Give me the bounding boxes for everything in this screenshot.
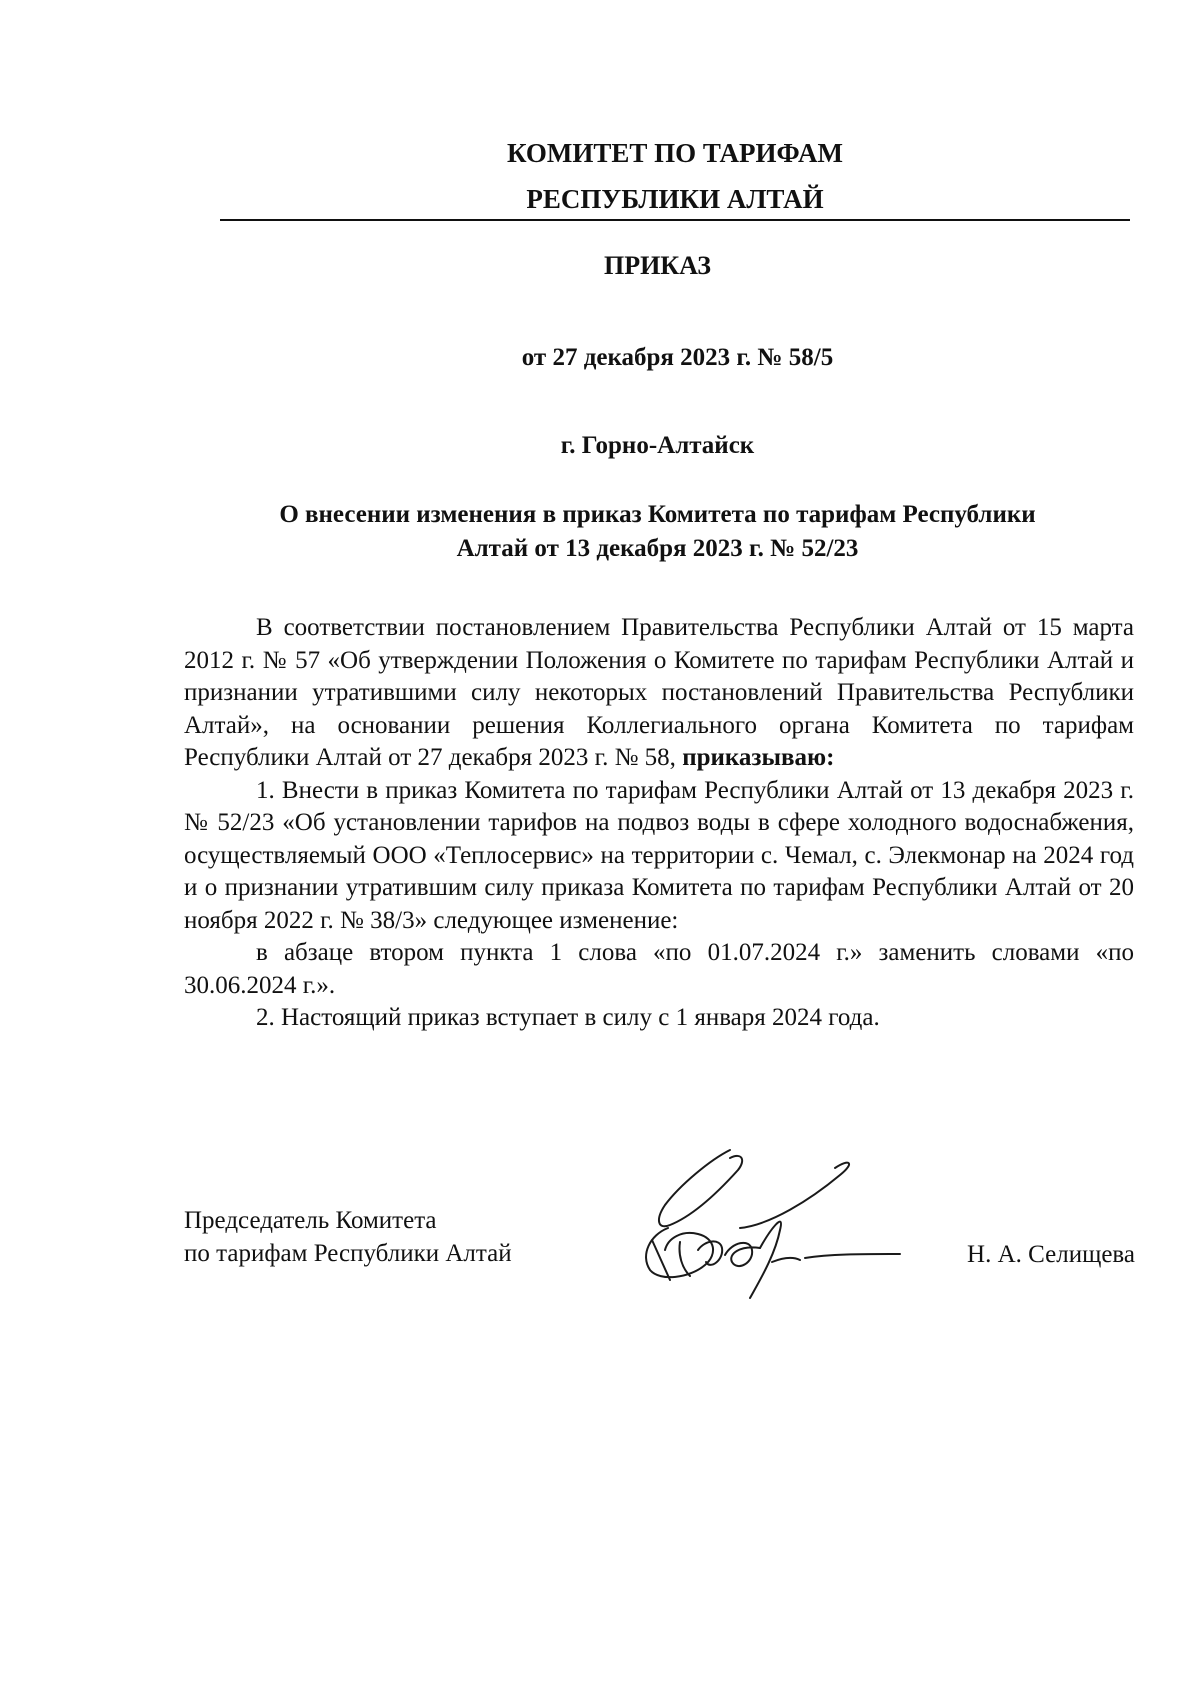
signatory-position-line-1: Председатель Комитета (184, 1207, 437, 1234)
order-city: г. Горно-Алтайск (560, 432, 755, 459)
handwritten-signature (610, 1130, 920, 1300)
preamble-directive: приказываю: (682, 744, 835, 771)
order-subject-line-2: Алтай от 13 декабря 2023 г. № 52/23 (456, 535, 859, 562)
order-subject (180, 498, 1135, 566)
item-2-paragraph: 2. Настоящий приказ вступает в силу с 1 января 2024 года. (256, 1004, 880, 1031)
header-divider (220, 219, 1130, 221)
order-subject-line-1: О внесении изменения в приказ Комитета по тарифам Республики (279, 501, 1036, 528)
order-body (184, 612, 1134, 1035)
organization-name-line-1: КОМИТЕТ ПО ТАРИФАМ (506, 138, 844, 168)
organization-name-line-2: РЕСПУБЛИКИ АЛТАЙ (526, 184, 824, 214)
signatory-name: Н. А. Селищева (967, 1241, 1135, 1268)
preamble-paragraph (184, 612, 1134, 775)
signatory-position-line-2: по тарифам Республики Алтай (184, 1240, 512, 1267)
item-1-paragraph: 1. Внести в приказ Комитета по тарифам Республики Алтай от 13 декабря 2023 г. № 52/23 «Об установлении тарифов на подвоз воды в сфере холодного водоснабжения, осуществляемый ООО «Теплосервис» на территории с. Чемал, с. Элекмонар на 2024 год и о признании утратившим силу приказа Комитета по тарифам Республики Алтай от 20 ноября 2022 г. № 38/3» следующее изменение: (184, 776, 1134, 934)
order-title: ПРИКАЗ (603, 251, 712, 280)
signatory-position (184, 1204, 512, 1270)
item-1-change-paragraph: в абзаце втором пункта 1 слова «по 01.07.2024 г.» заменить словами «по 30.06.2024 г.». (184, 939, 1134, 999)
order-date-number: от 27 декабря 2023 г. № 58/5 (521, 344, 834, 371)
preamble-text: В соответствии постановлением Правительства Республики Алтай от 15 марта 2012 г. № 57 «Об утверждении Положения о Комитете по тарифам Республики Алтай и признании утратившими силу некоторых постановлений Правительства Республики Алтай», на основании решения Коллегиального органа Комитета по тарифам Республики Алтай от 27 декабря 2023 г. № 58, (184, 614, 1134, 771)
